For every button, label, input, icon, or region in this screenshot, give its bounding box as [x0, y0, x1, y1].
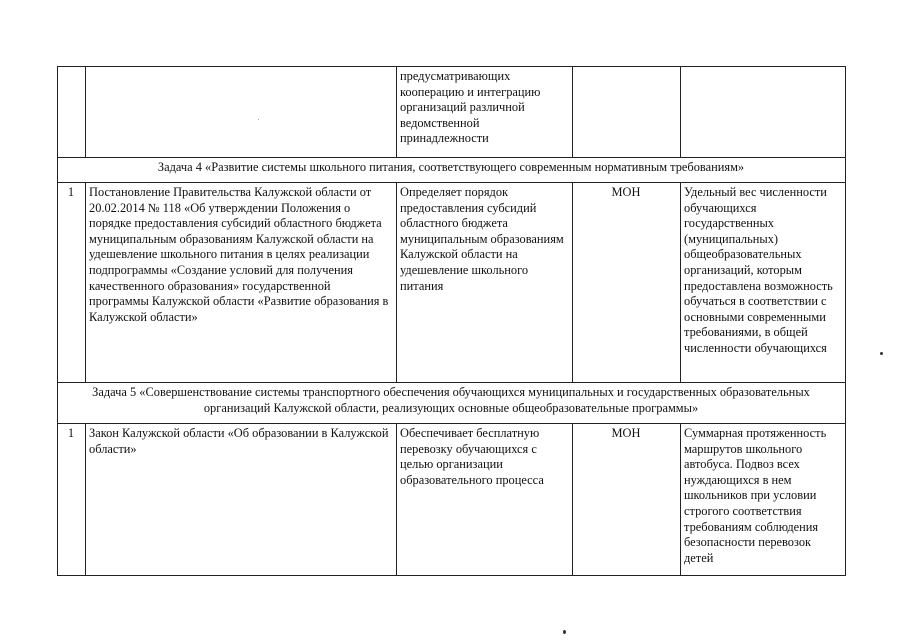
measures-table	[57, 66, 846, 576]
task-4-title: Задача 4 «Развитие системы школьного питания, соответствующего современным нормативным требованиям»	[58, 158, 846, 183]
executor-cell: МОН	[573, 183, 681, 383]
description-cell: предусматривающих кооперацию и интеграцию организаций различной ведомственной принадлежности	[397, 67, 573, 158]
table-row	[58, 183, 846, 383]
legal-act-cell	[86, 67, 397, 158]
table-row-continued	[58, 67, 846, 158]
row-number-cell: 1	[58, 424, 86, 576]
description-cell: Определяет порядок предоставления субсидий областного бюджета муниципальным образованиям Калужской области на удешевление школьного питания	[397, 183, 573, 383]
row-number-cell: 1	[58, 183, 86, 383]
legal-act-cell: Постановление Правительства Калужской области от 20.02.2014 № 118 «Об утверждении Положения о порядке предоставления субсидий областного бюджета муниципальным образованиям Калужской области на удешевление школьного питания в целях реализации подпрограммы «Создание условий для получения качественного образования» государственной программы Калужской области «Развитие образования в Калужской области»	[86, 183, 397, 383]
legal-act-cell: Закон Калужской области «Об образовании в Калужской области»	[86, 424, 397, 576]
table-row	[58, 424, 846, 576]
task-5-title: Задача 5 «Совершенствование системы транспортного обеспечения обучающихся муниципальных и государственных образовательных организаций Калужской области, реализующих основные общеобразовательные программы»	[58, 383, 846, 424]
indicator-cell: Суммарная протяженность маршрутов школьного автобуса. Подвоз всех нуждающихся в нем школьников при условии строгого соответствия требованиям соблюдения безопасности перевозок детей	[681, 424, 846, 576]
indicator-cell: Удельный вес численности обучающихся государственных (муниципальных) общеобразовательных организаций, которым предоставлена возможность обучаться в соответствии с основными современными требованиями, в общей численности обучающихся	[681, 183, 846, 383]
task-heading-row	[58, 383, 846, 424]
description-cell: Обеспечивает бесплатную перевозку обучающихся с целью организации образовательного процесса	[397, 424, 573, 576]
indicator-cell	[681, 67, 846, 158]
executor-cell: МОН	[573, 424, 681, 576]
executor-cell	[573, 67, 681, 158]
task-heading-row	[58, 158, 846, 183]
scan-dot	[880, 352, 883, 355]
scan-dot	[258, 119, 259, 120]
scan-dot	[563, 630, 566, 634]
row-number-cell	[58, 67, 86, 158]
